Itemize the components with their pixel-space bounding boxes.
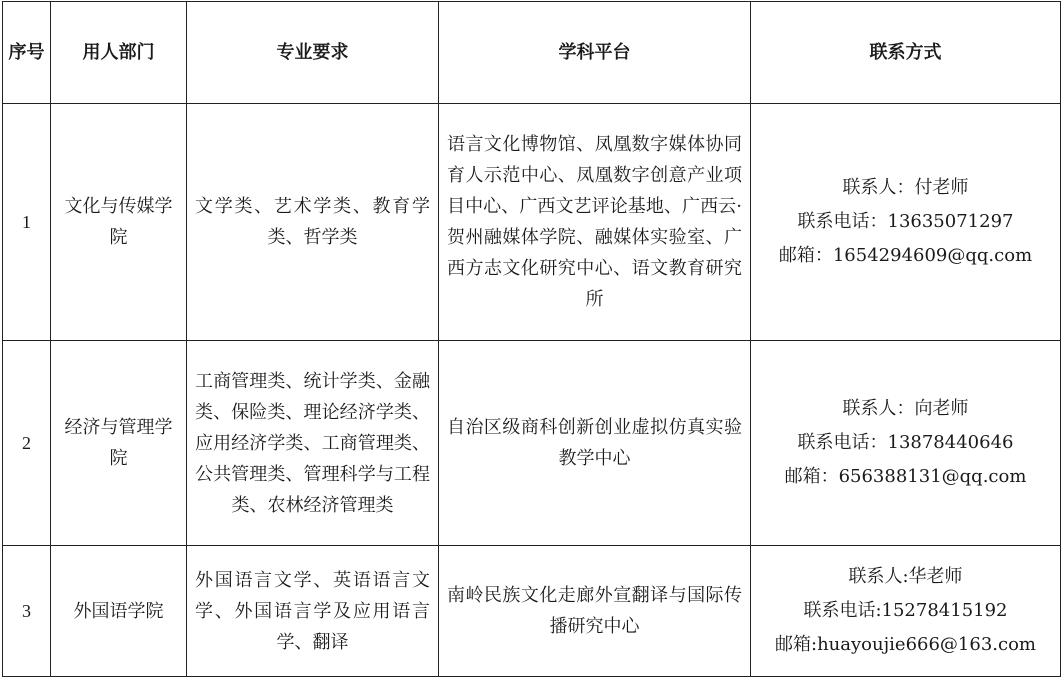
row-seq: 3 xyxy=(3,546,51,677)
row-seq: 2 xyxy=(3,341,51,546)
row-dept: 经济与管理学院 xyxy=(51,341,187,546)
contact-phone: 联系电话:15278415192 xyxy=(803,600,1008,621)
row-major: 工商管理类、统计学类、金融类、保险类、理论经济学类、应用经济学类、工商管理类、公共管理类、管理科学与工程类、农林经济管理类 xyxy=(187,341,439,546)
contact-person: 联系人：向老师 xyxy=(842,398,969,419)
row-contact xyxy=(751,341,1061,546)
contact-person: 联系人：付老师 xyxy=(842,177,969,198)
contact-email[interactable]: 邮箱：1654294609@qq.com xyxy=(778,245,1033,266)
header-seq: 序号 xyxy=(3,2,51,104)
row-dept: 外国语学院 xyxy=(51,546,187,677)
row-major: 文学类、艺术学类、教育学类、哲学类 xyxy=(187,104,439,341)
row-dept: 文化与传媒学院 xyxy=(51,104,187,341)
row-platform: 语言文化博物馆、凤凰数字媒体协同育人示范中心、凤凰数字创意产业项目中心、广西文艺评论基地、广西云·贺州融媒体学院、融媒体实验室、广西方志文化研究中心、语文教育研究所 xyxy=(439,104,751,341)
table-row xyxy=(3,546,1061,677)
header-dept: 用人部门 xyxy=(51,2,187,104)
table-row xyxy=(3,341,1061,546)
row-platform: 南岭民族文化走廊外宣翻译与国际传播研究中心 xyxy=(439,546,751,677)
contact-phone: 联系电话：13878440646 xyxy=(797,432,1014,453)
row-contact xyxy=(751,104,1061,341)
table-row xyxy=(3,104,1061,341)
contact-phone: 联系电话：13635071297 xyxy=(797,211,1014,232)
row-platform: 自治区级商科创新创业虚拟仿真实验教学中心 xyxy=(439,341,751,546)
header-platform: 学科平台 xyxy=(439,2,751,104)
row-seq: 1 xyxy=(3,104,51,341)
header-contact: 联系方式 xyxy=(751,2,1061,104)
row-contact xyxy=(751,546,1061,677)
header-major: 专业要求 xyxy=(187,2,439,104)
contact-email[interactable]: 邮箱：656388131@qq.com xyxy=(784,466,1027,487)
header-row xyxy=(3,2,1061,104)
contact-person: 联系人:华老师 xyxy=(848,566,963,587)
contact-email[interactable]: 邮箱:huayoujie666@163.com xyxy=(775,634,1036,655)
row-major: 外国语言文学、英语语言文学、外国语言学及应用语言学、翻译 xyxy=(187,546,439,677)
department-table xyxy=(2,1,1061,677)
